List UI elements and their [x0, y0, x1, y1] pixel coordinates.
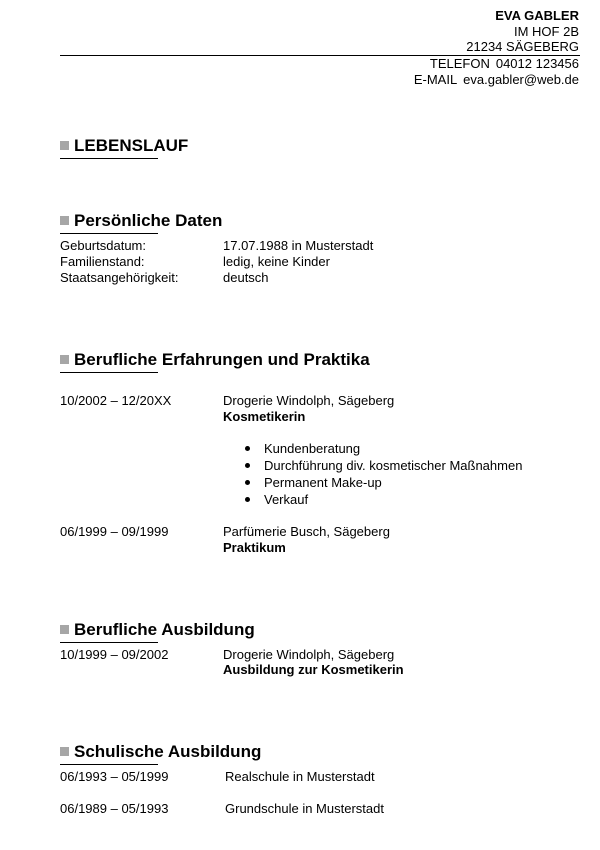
list-item: Permanent Make-up [245, 474, 522, 491]
title-underline [60, 158, 158, 159]
phone-label: TELEFON [429, 56, 490, 71]
email-address: eva.gabler@web.de [463, 71, 579, 87]
bullet-icon [245, 480, 250, 485]
section-title-school: Schulische Ausbildung [60, 742, 261, 762]
entry-employer: Parfümerie Busch, Sägeberg [223, 524, 390, 539]
personal-value: ledig, keine Kinder [223, 254, 330, 269]
entry-school: Grundschule in Musterstadt [225, 801, 384, 816]
entry-period: 06/1999 – 09/1999 [60, 524, 169, 539]
section-title-personal: Persönliche Daten [60, 211, 222, 231]
entry-school: Realschule in Musterstadt [225, 769, 375, 784]
contact-block [414, 56, 579, 87]
square-bullet-icon [60, 625, 69, 634]
personal-label: Familienstand: [60, 254, 145, 269]
entry-period: 10/1999 – 09/2002 [60, 647, 169, 662]
personal-label: Staatsangehörigkeit: [60, 270, 179, 285]
personal-value: deutsch [223, 270, 269, 285]
entry-role: Praktikum [223, 540, 286, 555]
bullet-icon [245, 446, 250, 451]
email-line [414, 72, 579, 88]
square-bullet-icon [60, 747, 69, 756]
address-block [466, 8, 579, 55]
square-bullet-icon [60, 141, 69, 150]
section-title-training: Berufliche Ausbildung [60, 620, 255, 640]
task-list [245, 440, 522, 508]
street: IM HOF 2B [513, 23, 579, 39]
square-bullet-icon [60, 355, 69, 364]
title-underline [60, 233, 158, 234]
applicant-name: EVA GABLER [495, 8, 579, 23]
bullet-icon [245, 497, 250, 502]
personal-value: 17.07.1988 in Musterstadt [223, 238, 374, 253]
document-title: LEBENSLAUF [60, 136, 188, 156]
personal-label: Geburtsdatum: [60, 238, 146, 253]
entry-employer: Drogerie Windolph, Sägeberg [223, 393, 395, 408]
entry-period: 06/1993 – 05/1999 [60, 769, 169, 784]
title-underline [60, 642, 158, 643]
section-title-experience: Berufliche Erfahrungen und Praktika [60, 350, 370, 370]
list-item: Durchführung div. kosmetischer Maßnahmen [245, 457, 522, 474]
title-underline [60, 764, 158, 765]
entry-role: Ausbildung zur Kosmetikerin [223, 662, 404, 677]
entry-role: Kosmetikerin [223, 409, 306, 424]
square-bullet-icon [60, 216, 69, 225]
email-label: E-MAIL [413, 71, 458, 87]
title-underline [60, 372, 158, 373]
list-item: Kundenberatung [245, 440, 522, 457]
bullet-icon [245, 463, 250, 468]
list-item: Verkauf [245, 491, 522, 508]
phone-number: 04012 123456 [495, 56, 579, 71]
city: 21234 SÄGEBERG [466, 39, 579, 54]
phone-line [414, 56, 579, 72]
entry-period: 06/1989 – 05/1993 [60, 801, 169, 816]
entry-employer: Drogerie Windolph, Sägeberg [223, 647, 395, 662]
entry-period: 10/2002 – 12/20XX [60, 393, 172, 408]
